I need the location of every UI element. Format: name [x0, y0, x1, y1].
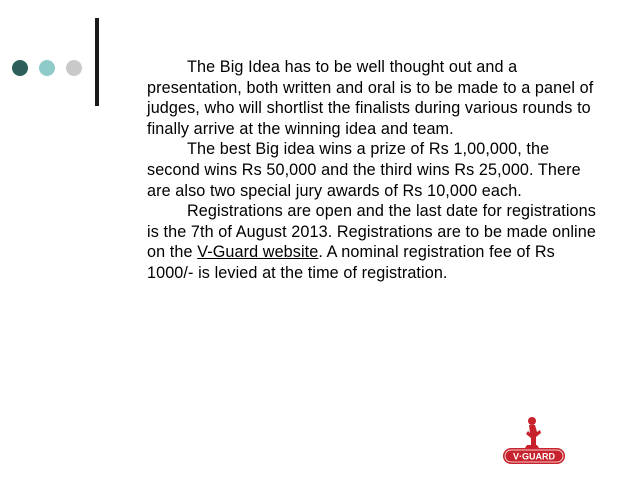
v-guard-logo — [500, 414, 568, 466]
paragraph-registration — [147, 201, 599, 283]
paragraph-prizes: The best Big idea wins a prize of Rs 1,00,000, the second wins Rs 50,000 and the third wins Rs 25,000. There are also two special jury awards of Rs 10,000 each. — [147, 140, 581, 200]
slide-body — [147, 57, 599, 284]
decorative-dot-dark — [12, 60, 28, 76]
registration-text-after: . A nominal registration fee of Rs 1000/- is levied at the time of registration. — [147, 243, 555, 282]
vertical-divider — [95, 18, 99, 106]
registration-text-before: Registrations are open and the last date for registrations is the 7th of August 2013. Registrations are to be made online on the — [147, 202, 596, 262]
decorative-dot-grey — [66, 60, 82, 76]
mascot-icon — [525, 417, 541, 448]
logo-text: V·GUARD — [513, 451, 555, 462]
v-guard-website-link[interactable]: V-Guard website — [197, 243, 319, 262]
decorative-dot-light — [39, 60, 55, 76]
paragraph-big-idea: The Big Idea has to be well thought out and a presentation, both written and oral is to be made to a panel of judges, who will shortlist the finalists during various rounds to finally arrive at the winning idea and team. — [147, 58, 594, 138]
